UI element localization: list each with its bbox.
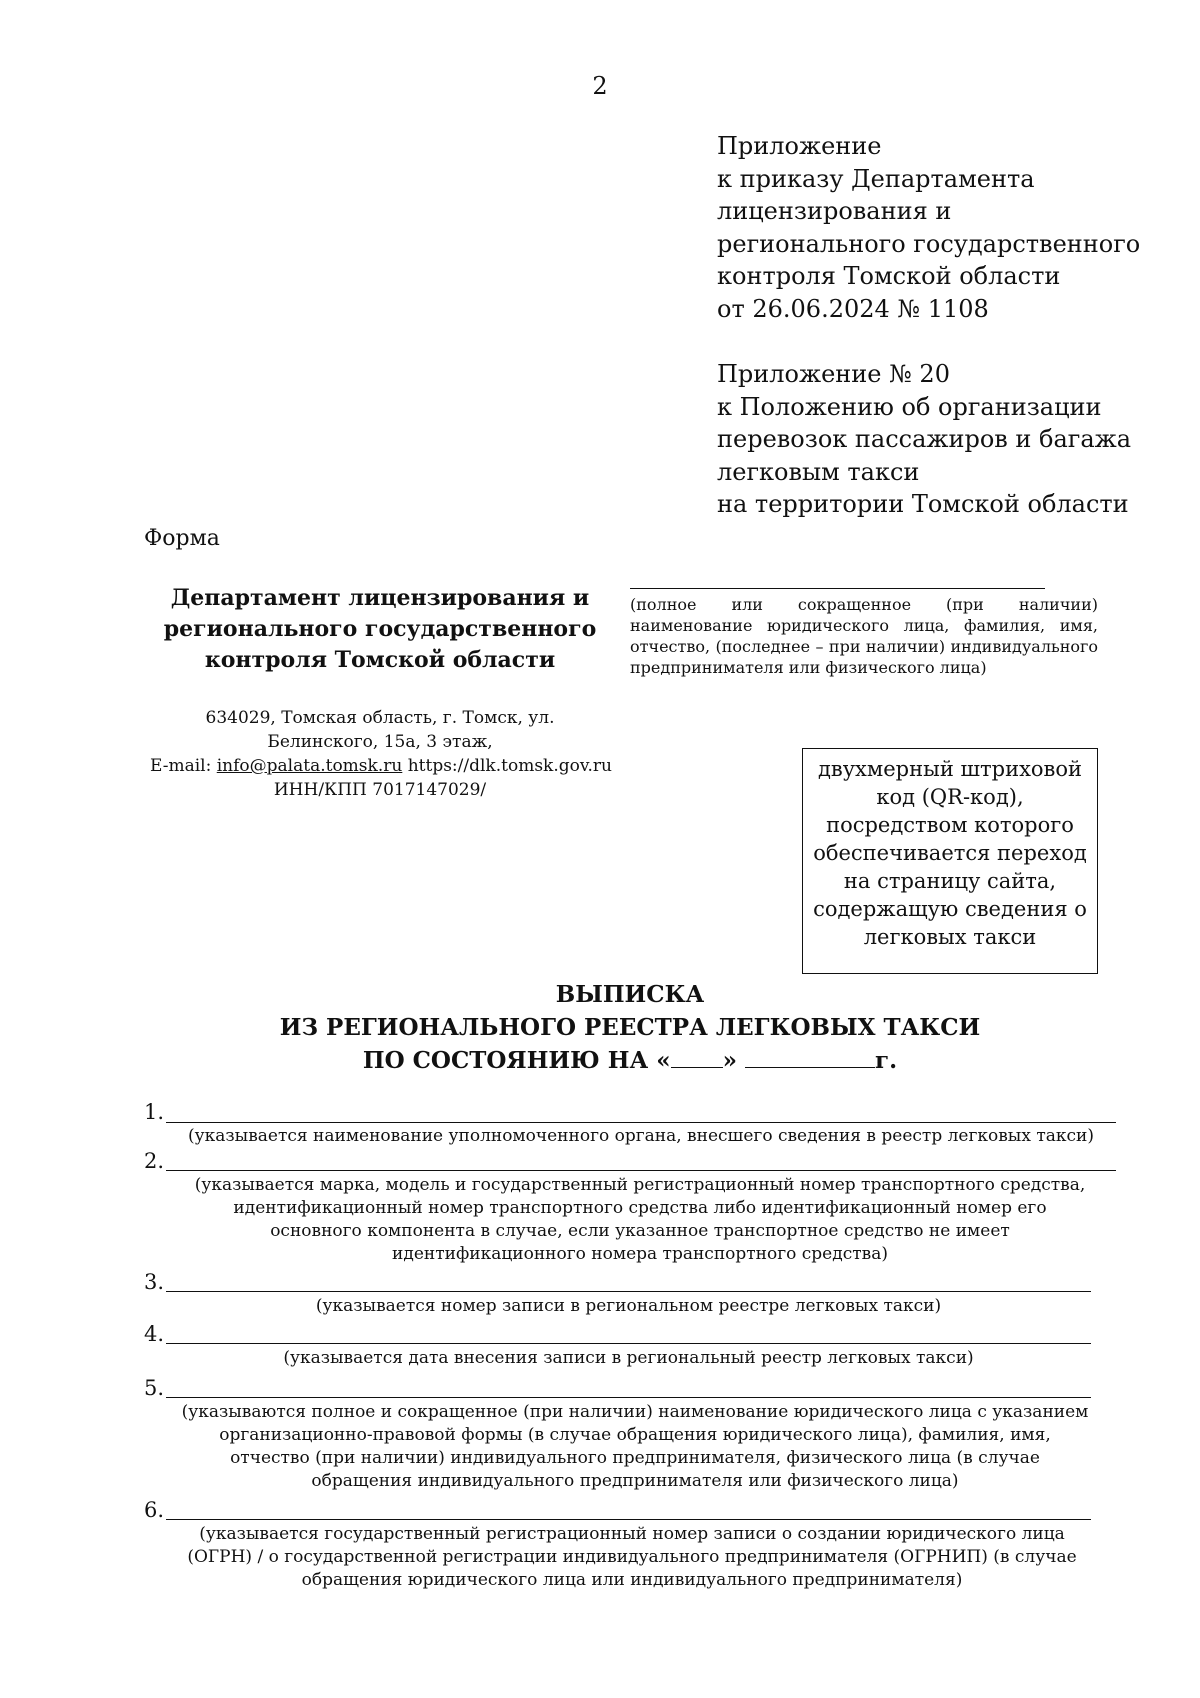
- title-date-suffix: г.: [875, 1047, 898, 1074]
- item-blank-line: [166, 1170, 1116, 1171]
- department-address: 634029, Томская область, г. Томск, ул. Белинского, 15а, 3 этаж,: [205, 708, 555, 752]
- item-number: 5.: [144, 1376, 165, 1400]
- appendix-line: Приложение: [717, 132, 882, 160]
- department-contacts: [150, 706, 610, 802]
- item-blank-line: [166, 1519, 1091, 1520]
- title-date-prefix: ПО СОСТОЯНИЮ НА «: [362, 1047, 671, 1074]
- title-line-2: ИЗ РЕГИОНАЛЬНОГО РЕЕСТРА ЛЕГКОВЫХ ТАКСИ: [279, 1014, 981, 1041]
- item-caption: (указывается наименование уполномоченного органа, внесшего сведения в реестр легковых такси): [188, 1126, 1094, 1146]
- title-date-middle: »: [722, 1047, 737, 1074]
- email-label: E-mail:: [150, 756, 217, 776]
- month-year-blank: [745, 1049, 875, 1068]
- item-blank-line: [166, 1291, 1091, 1292]
- recipient-caption: (полное или сокращенное (при наличии) наименование юридического лица, фамилия, имя, отчество, (последнее – при наличии) индивидуального предпринимателя или физического лица): [630, 595, 1098, 677]
- recipient-blank-line: [630, 588, 1045, 589]
- appendix-line: контроля Томской области: [717, 262, 1061, 290]
- item-caption: (указываются полное и сокращенное (при наличии) наименование юридического лица с указанием организационно-правовой формы (в случае обращения юридического лица), фамилия, имя, отчество (при наличии) индивидуального предпринимателя, физического лица (в случае обращения индивидуального предпринимателя или физического лица): [181, 1402, 1089, 1491]
- appendix-line: регионального государственного: [717, 229, 1141, 258]
- appendix-line: Приложение № 20: [717, 360, 950, 388]
- item-caption: (указывается дата внесения записи в региональный реестр легковых такси): [283, 1348, 974, 1368]
- item-caption: (указывается марка, модель и государственный регистрационный номер транспортного средства, идентификационный номер транспортного средства либо идентификационный номер его основного компонента в случае, если указанное транспортное средство не имеет идентификационного номера транспортного средства): [194, 1175, 1086, 1264]
- item-number: 4.: [144, 1322, 165, 1346]
- appendix-order-block: [717, 130, 1140, 325]
- title-line-1: ВЫПИСКА: [555, 981, 705, 1008]
- item-number: 2.: [144, 1149, 165, 1173]
- item-number: 3.: [144, 1270, 165, 1294]
- appendix-line: от 26.06.2024 № 1108: [717, 294, 989, 323]
- form-label: Форма: [144, 526, 220, 551]
- appendix-line: легковым такси: [717, 457, 920, 486]
- document-title: [0, 978, 1200, 1077]
- item-blank-line: [166, 1397, 1091, 1398]
- qr-code-description: двухмерный штриховой код (QR-код), посредством которого обеспечивается переход на страницу сайта, содержащую сведения о легковых такси: [813, 757, 1087, 949]
- email-link[interactable]: info@palata.tomsk.ru: [216, 756, 403, 776]
- item-number: 6.: [144, 1498, 165, 1522]
- appendix-line: на территории Томской области: [717, 490, 1129, 518]
- title-line-3: [0, 1044, 1200, 1077]
- department-inn: ИНН/КПП 7017147029/: [273, 780, 487, 800]
- appendix-line: к Положению об организации: [717, 392, 1102, 421]
- appendix-line: лицензирования и: [717, 197, 952, 225]
- day-blank: [671, 1049, 723, 1068]
- appendix-line: перевозок пассажиров и багажа: [717, 425, 1132, 453]
- item-number: 1.: [144, 1100, 165, 1124]
- department-name: Департамент лицензирования и регионального государственного контроля Томской области: [163, 585, 597, 673]
- appendix-line: к приказу Департамента: [717, 164, 1035, 193]
- item-caption: (указывается номер записи в региональном реестре легковых такси): [315, 1296, 942, 1316]
- item-blank-line: [166, 1343, 1091, 1344]
- qr-code-placeholder: [802, 748, 1098, 974]
- page-number: 2: [592, 72, 608, 100]
- website-link[interactable]: https://dlk.tomsk.gov.ru: [402, 756, 612, 776]
- appendix-regulation-block: [717, 358, 1131, 521]
- department-email-line: [150, 754, 610, 778]
- item-blank-line: [166, 1122, 1116, 1123]
- recipient-block: [630, 588, 1098, 678]
- item-caption: (указывается государственный регистрационный номер записи о создании юридического лица (ОГРН) / о государственной регистрации индивидуального предпринимателя (ОГРНИП) (в случае обращения юридического лица или индивидуального предпринимателя): [187, 1524, 1077, 1590]
